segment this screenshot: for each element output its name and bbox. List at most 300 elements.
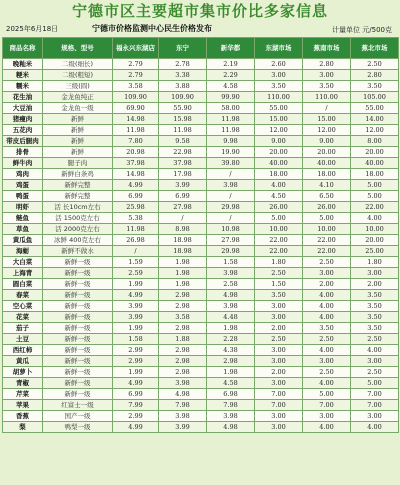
price-cell: 3.00 [351, 268, 399, 279]
table-row [3, 147, 399, 158]
spec-cell: 二级(细长) [43, 59, 113, 70]
price-cell: 20.00 [351, 147, 399, 158]
spec-cell: 新鲜 [43, 114, 113, 125]
header-cell: 蕉南市场 [303, 38, 351, 59]
price-cell: 5.00 [303, 389, 351, 400]
price-cell: 3.00 [255, 301, 303, 312]
product-name-cell: 粳米 [3, 70, 43, 81]
spec-cell: 新鲜不做水 [43, 246, 113, 257]
price-cell: 58.00 [207, 103, 255, 114]
table-row [3, 301, 399, 312]
price-cell: 4.98 [159, 389, 207, 400]
price-cell: 3.00 [255, 422, 303, 433]
spec-cell: 活 1500克左右 [43, 213, 113, 224]
price-cell: 2.00 [255, 323, 303, 334]
product-name-cell: 梨 [3, 422, 43, 433]
spec-cell: 三级(圆) [43, 81, 113, 92]
price-cell: / [303, 103, 351, 114]
price-cell: 11.98 [113, 224, 159, 235]
product-name-cell: 青椒 [3, 378, 43, 389]
price-cell: 22.00 [351, 202, 399, 213]
price-cell: 2.98 [159, 367, 207, 378]
price-cell: 109.90 [113, 92, 159, 103]
price-cell: 14.00 [351, 114, 399, 125]
price-cell: 39.80 [207, 158, 255, 169]
price-cell: 37.98 [113, 158, 159, 169]
price-cell: 3.50 [351, 301, 399, 312]
price-cell: 2.50 [303, 367, 351, 378]
price-cell: 3.58 [159, 312, 207, 323]
table-row [3, 81, 399, 92]
header-cell: 福永兴东湖店 [113, 38, 159, 59]
price-cell: 5.00 [255, 213, 303, 224]
price-cell: 3.00 [351, 356, 399, 367]
price-cell: 29.98 [207, 246, 255, 257]
price-cell: 26.00 [255, 202, 303, 213]
table-row [3, 158, 399, 169]
price-cell: 3.00 [303, 356, 351, 367]
price-cell: 29.98 [207, 202, 255, 213]
price-cell: 5.00 [303, 213, 351, 224]
price-cell: 6.99 [113, 191, 159, 202]
price-cell: 3.50 [255, 81, 303, 92]
table-row [3, 70, 399, 81]
price-cell: 3.50 [351, 323, 399, 334]
price-cell: 3.98 [207, 180, 255, 191]
price-cell: 10.98 [207, 224, 255, 235]
price-cell: 3.00 [351, 411, 399, 422]
price-cell: 2.50 [303, 257, 351, 268]
table-row [3, 345, 399, 356]
price-cell: 4.10 [303, 180, 351, 191]
spec-cell: 国产一级 [43, 411, 113, 422]
price-cell: 3.00 [303, 268, 351, 279]
table-row [3, 224, 399, 235]
table-row [3, 279, 399, 290]
spec-cell: 新鲜一级 [43, 257, 113, 268]
price-cell: 69.90 [113, 103, 159, 114]
price-cell: 7.80 [113, 136, 159, 147]
table-row [3, 290, 399, 301]
product-name-cell: 春菜 [3, 290, 43, 301]
price-cell: 2.50 [351, 59, 399, 70]
price-cell: 4.00 [303, 290, 351, 301]
price-cell: 8.00 [351, 136, 399, 147]
spec-cell: 腿子肉 [43, 158, 113, 169]
price-cell: 109.90 [159, 92, 207, 103]
product-name-cell: 花菜 [3, 312, 43, 323]
price-cell: 3.99 [113, 312, 159, 323]
price-cell: 2.59 [113, 268, 159, 279]
spec-cell: 二级(粗短) [43, 70, 113, 81]
price-cell: 2.99 [113, 345, 159, 356]
product-name-cell: 花生油 [3, 92, 43, 103]
table-header [3, 38, 399, 59]
price-cell: 110.00 [255, 92, 303, 103]
product-name-cell: 鲢鱼 [3, 213, 43, 224]
price-cell: 1.98 [207, 367, 255, 378]
header-row [3, 38, 399, 59]
price-cell: 12.00 [303, 125, 351, 136]
price-cell: 55.00 [255, 103, 303, 114]
price-cell: 25.98 [113, 202, 159, 213]
price-cell: 12.00 [255, 125, 303, 136]
price-cell: 5.38 [113, 213, 159, 224]
price-cell: 17.98 [159, 169, 207, 180]
price-cell: 18.00 [303, 169, 351, 180]
product-name-cell: 五花肉 [3, 125, 43, 136]
spec-cell: 新鲜完整 [43, 180, 113, 191]
table-row [3, 411, 399, 422]
price-cell: 3.50 [351, 290, 399, 301]
price-cell: 2.50 [303, 334, 351, 345]
header-cell: 新华都 [207, 38, 255, 59]
price-cell: 2.80 [303, 59, 351, 70]
product-name-cell: 黄瓜 [3, 356, 43, 367]
price-cell: 3.58 [113, 81, 159, 92]
price-cell: 22.00 [303, 235, 351, 246]
product-name-cell: 晚籼米 [3, 59, 43, 70]
price-cell: 40.00 [351, 158, 399, 169]
price-cell: 55.00 [351, 103, 399, 114]
price-cell: 2.28 [207, 334, 255, 345]
price-cell: 20.00 [255, 147, 303, 158]
price-cell: 3.00 [255, 378, 303, 389]
price-cell: 11.98 [113, 125, 159, 136]
price-cell: 14.98 [113, 169, 159, 180]
product-name-cell: 苹果 [3, 400, 43, 411]
table-row [3, 103, 399, 114]
price-cell: 4.00 [303, 422, 351, 433]
table-row [3, 136, 399, 147]
price-cell: 22.00 [255, 235, 303, 246]
price-cell: 3.98 [159, 411, 207, 422]
header-cell: 规格、型号 [43, 38, 113, 59]
price-cell: 9.00 [303, 136, 351, 147]
price-cell: 99.90 [207, 92, 255, 103]
product-name-cell: 明虾 [3, 202, 43, 213]
spec-cell: 新鲜一级 [43, 345, 113, 356]
table-row [3, 92, 399, 103]
product-name-cell: 空心菜 [3, 301, 43, 312]
price-cell: 3.00 [255, 345, 303, 356]
price-cell: 1.50 [255, 279, 303, 290]
price-cell: 10.00 [303, 224, 351, 235]
product-name-cell: 糯米 [3, 81, 43, 92]
price-cell: 9.00 [255, 136, 303, 147]
price-cell: 11.98 [207, 114, 255, 125]
table-row [3, 334, 399, 345]
product-name-cell: 鲜牛肉 [3, 158, 43, 169]
price-cell: 14.98 [113, 114, 159, 125]
price-cell: 1.58 [207, 257, 255, 268]
price-cell: 20.98 [113, 147, 159, 158]
table-row [3, 246, 399, 257]
spec-cell: 新鲜一级 [43, 290, 113, 301]
price-cell: 26.98 [113, 235, 159, 246]
price-cell: 5.00 [351, 191, 399, 202]
price-cell: 2.60 [255, 59, 303, 70]
spec-cell: 冰鲜 400克左右 [43, 235, 113, 246]
price-cell: 7.99 [113, 400, 159, 411]
price-cell: 2.98 [159, 301, 207, 312]
price-cell: 4.00 [303, 345, 351, 356]
price-cell: 1.98 [159, 268, 207, 279]
price-cell: 19.90 [207, 147, 255, 158]
price-cell: 2.50 [351, 334, 399, 345]
price-cell: 4.99 [113, 378, 159, 389]
price-cell: 25.00 [351, 246, 399, 257]
header-cell: 东宁 [159, 38, 207, 59]
price-cell: 2.80 [351, 70, 399, 81]
product-name-cell: 猪瘦肉 [3, 114, 43, 125]
product-name-cell: 土豆 [3, 334, 43, 345]
price-cell: 105.00 [351, 92, 399, 103]
product-name-cell: 西红柿 [3, 345, 43, 356]
spec-cell: 新鲜一级 [43, 334, 113, 345]
price-cell: 3.50 [351, 312, 399, 323]
page-title: 宁德市区主要超市集市价比多家信息 [71, 2, 328, 20]
price-cell: 3.00 [303, 70, 351, 81]
price-cell: 2.00 [351, 279, 399, 290]
price-cell: 1.98 [159, 279, 207, 290]
price-cell: 2.79 [113, 70, 159, 81]
product-name-cell: 带皮后腿肉 [3, 136, 43, 147]
header-cell: 蕉北市场 [351, 38, 399, 59]
spec-cell: 新鲜一级 [43, 323, 113, 334]
price-cell: 7.98 [207, 400, 255, 411]
price-cell: 40.00 [303, 158, 351, 169]
price-cell: 110.00 [303, 92, 351, 103]
price-cell: 4.00 [303, 312, 351, 323]
spec-cell: 新鲜一级 [43, 367, 113, 378]
unit-label: 计量单位 元/500克 [332, 26, 392, 34]
table-row [3, 422, 399, 433]
spec-cell: 活 2000克左右 [43, 224, 113, 235]
spec-cell: 新鲜一级 [43, 279, 113, 290]
price-cell: 1.99 [113, 323, 159, 334]
table-row [3, 235, 399, 246]
price-cell: 2.00 [255, 367, 303, 378]
price-cell: 18.00 [351, 169, 399, 180]
product-name-cell: 芹菜 [3, 389, 43, 400]
price-cell: 10.00 [351, 224, 399, 235]
spec-cell: 新鲜一级 [43, 301, 113, 312]
spec-cell: 新鲜 [43, 147, 113, 158]
price-cell: / [159, 213, 207, 224]
price-cell: 6.99 [159, 191, 207, 202]
price-cell: 4.00 [351, 345, 399, 356]
price-cell: 4.00 [303, 378, 351, 389]
price-cell: / [207, 191, 255, 202]
spec-cell: 金龙鱼一级 [43, 103, 113, 114]
spec-cell: 新鲜一级 [43, 356, 113, 367]
table-row [3, 169, 399, 180]
price-cell: 26.00 [303, 202, 351, 213]
price-cell: 3.00 [255, 356, 303, 367]
table-row [3, 367, 399, 378]
table-row [3, 400, 399, 411]
price-cell: 7.00 [255, 400, 303, 411]
product-name-cell: 胡萝卜 [3, 367, 43, 378]
header-cell: 商品名称 [3, 38, 43, 59]
price-cell: 15.00 [255, 114, 303, 125]
price-cell: 27.98 [207, 235, 255, 246]
price-cell: 2.79 [113, 59, 159, 70]
price-cell: 22.00 [255, 246, 303, 257]
price-cell: 4.38 [207, 345, 255, 356]
price-cell: 3.99 [159, 180, 207, 191]
table-row [3, 180, 399, 191]
price-cell: 4.48 [207, 312, 255, 323]
price-cell: 3.99 [159, 422, 207, 433]
price-cell: 2.19 [207, 59, 255, 70]
spec-cell: 新鲜一级 [43, 378, 113, 389]
price-cell: 2.99 [113, 356, 159, 367]
price-cell: 20.00 [303, 147, 351, 158]
price-cell: 7.00 [303, 400, 351, 411]
price-cell: 1.58 [113, 334, 159, 345]
price-cell: 6.99 [113, 389, 159, 400]
price-cell: 10.00 [255, 224, 303, 235]
table-row [3, 389, 399, 400]
price-cell: 3.98 [207, 268, 255, 279]
product-name-cell: 大豆油 [3, 103, 43, 114]
product-name-cell: 圆白菜 [3, 279, 43, 290]
price-cell: 2.99 [113, 411, 159, 422]
price-cell: 55.90 [159, 103, 207, 114]
header-cell: 东湖市场 [255, 38, 303, 59]
price-cell: 2.29 [207, 70, 255, 81]
price-cell: 1.99 [113, 367, 159, 378]
price-cell: 9.58 [159, 136, 207, 147]
price-cell: 37.98 [159, 158, 207, 169]
price-cell: 5.00 [351, 378, 399, 389]
publisher: 宁德市价格监测中心民生价格发布 [92, 24, 212, 33]
table-row [3, 125, 399, 136]
price-cell: 2.98 [159, 356, 207, 367]
spec-cell: 新鲜一级 [43, 389, 113, 400]
info-bar [0, 22, 400, 35]
product-name-cell: 草鱼 [3, 224, 43, 235]
price-cell: 3.98 [207, 301, 255, 312]
price-cell: 4.98 [207, 422, 255, 433]
price-cell: 4.00 [351, 422, 399, 433]
price-cell: 4.58 [207, 378, 255, 389]
price-cell: 27.98 [159, 202, 207, 213]
product-name-cell: 鸭蛋 [3, 191, 43, 202]
price-cell: 40.00 [255, 158, 303, 169]
price-cell: 3.50 [351, 81, 399, 92]
price-cell: 2.98 [159, 345, 207, 356]
price-cell: 20.00 [351, 235, 399, 246]
price-cell: 15.00 [303, 114, 351, 125]
price-table [2, 37, 399, 433]
price-cell: 7.00 [351, 389, 399, 400]
table-row [3, 323, 399, 334]
price-cell: 22.00 [303, 246, 351, 257]
price-cell: 3.00 [303, 411, 351, 422]
product-name-cell: 鸡蛋 [3, 180, 43, 191]
price-cell: / [207, 213, 255, 224]
price-cell: 3.38 [159, 70, 207, 81]
spec-cell: 红富士一级 [43, 400, 113, 411]
price-cell: 8.98 [159, 224, 207, 235]
price-cell: 1.99 [113, 279, 159, 290]
price-cell: 2.00 [303, 279, 351, 290]
table-row [3, 191, 399, 202]
price-cell: 3.99 [113, 301, 159, 312]
price-cell: 6.50 [303, 191, 351, 202]
price-cell: 3.00 [255, 312, 303, 323]
price-cell: 2.98 [207, 356, 255, 367]
price-cell: 4.00 [255, 180, 303, 191]
price-cell: 2.58 [207, 279, 255, 290]
price-cell: 22.98 [159, 147, 207, 158]
price-cell: 2.50 [255, 334, 303, 345]
price-cell: 2.50 [351, 367, 399, 378]
price-cell: 3.50 [303, 323, 351, 334]
price-cell: 4.99 [113, 180, 159, 191]
price-cell: 4.00 [303, 301, 351, 312]
price-cell: 4.58 [207, 81, 255, 92]
price-cell: 1.98 [159, 257, 207, 268]
spec-cell: 新鲜 [43, 136, 113, 147]
product-name-cell: 上海青 [3, 268, 43, 279]
price-cell: 2.98 [159, 290, 207, 301]
table-row [3, 202, 399, 213]
price-cell: 4.99 [113, 290, 159, 301]
price-cell: 18.98 [159, 246, 207, 257]
price-cell: 1.88 [159, 334, 207, 345]
table-row [3, 59, 399, 70]
table-row [3, 213, 399, 224]
price-cell: 1.98 [207, 323, 255, 334]
price-cell: 3.88 [159, 81, 207, 92]
price-cell: 2.78 [159, 59, 207, 70]
price-cell: 3.00 [255, 411, 303, 422]
price-cell: 1.80 [255, 257, 303, 268]
price-cell: 3.98 [207, 411, 255, 422]
product-name-cell: 鸡肉 [3, 169, 43, 180]
spec-cell: 新鲜一级 [43, 268, 113, 279]
price-cell: 7.98 [159, 400, 207, 411]
price-cell: 1.80 [351, 257, 399, 268]
spec-cell: 金龙鱼纯正 [43, 92, 113, 103]
product-name-cell: 海蛎 [3, 246, 43, 257]
price-cell: / [113, 246, 159, 257]
price-cell: / [207, 169, 255, 180]
price-cell: 6.98 [207, 389, 255, 400]
price-cell: 5.00 [351, 180, 399, 191]
price-cell: 4.00 [351, 213, 399, 224]
price-cell: 11.98 [159, 125, 207, 136]
product-name-cell: 茄子 [3, 323, 43, 334]
price-cell: 18.98 [159, 235, 207, 246]
table-row [3, 257, 399, 268]
price-cell: 12.00 [351, 125, 399, 136]
product-name-cell: 香蕉 [3, 411, 43, 422]
price-cell: 3.50 [255, 290, 303, 301]
product-name-cell: 大白菜 [3, 257, 43, 268]
price-cell: 4.98 [207, 290, 255, 301]
price-cell: 11.98 [207, 125, 255, 136]
product-name-cell: 排骨 [3, 147, 43, 158]
price-cell: 18.00 [255, 169, 303, 180]
price-cell: 3.50 [303, 81, 351, 92]
spec-cell: 新鲜完整 [43, 191, 113, 202]
price-cell: 4.50 [255, 191, 303, 202]
